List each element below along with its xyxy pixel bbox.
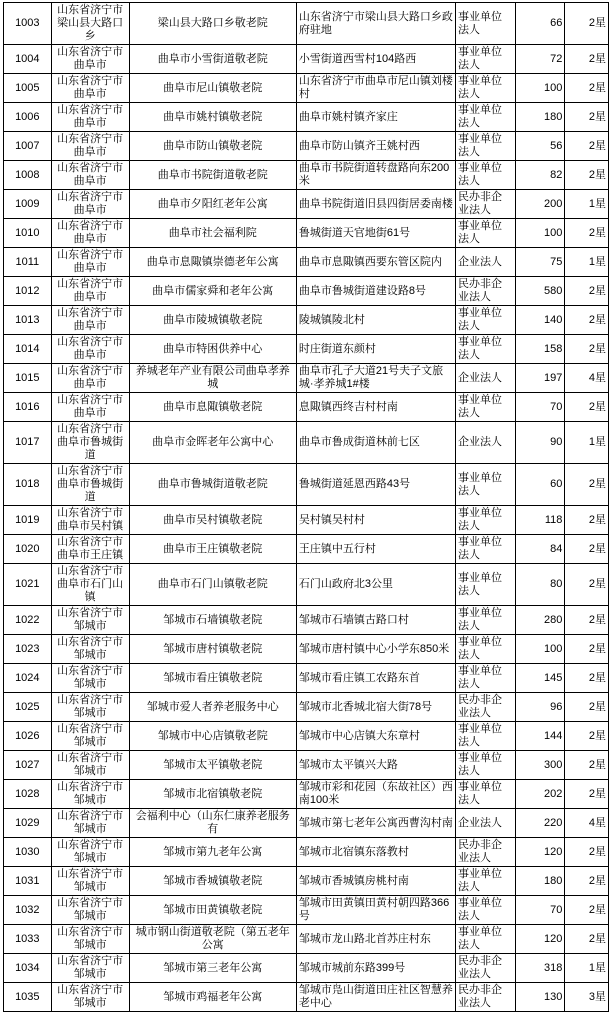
cell-beds: 70 (515, 896, 565, 925)
cell-region: 山东省济宁市梁山县大路口乡 (51, 3, 129, 45)
cell-star: 1星 (565, 190, 609, 219)
cell-beds: 300 (515, 751, 565, 780)
cell-beds: 82 (515, 161, 565, 190)
cell-beds: 118 (515, 506, 565, 535)
cell-type: 民办非企业法人 (455, 190, 515, 219)
cell-type: 企业法人 (455, 809, 515, 838)
cell-star: 2星 (565, 103, 609, 132)
cell-region: 山东省济宁市曲阜市 (51, 393, 129, 422)
cell-address: 陵城镇陵北村 (296, 306, 455, 335)
cell-region: 山东省济宁市邹城市 (51, 751, 129, 780)
table-row[interactable] (4, 506, 609, 535)
cell-type: 事业单位法人 (455, 722, 515, 751)
cell-star: 1星 (565, 954, 609, 983)
cell-address: 邹城市彩和花园（东故社区）西南100米 (296, 780, 455, 809)
cell-type: 事业单位法人 (455, 535, 515, 564)
cell-region: 山东省济宁市邹城市 (51, 838, 129, 867)
cell-id: 1005 (4, 74, 52, 103)
cell-beds: 84 (515, 535, 565, 564)
table-row[interactable] (4, 161, 609, 190)
table-row[interactable] (4, 335, 609, 364)
cell-id: 1003 (4, 3, 52, 45)
table-row[interactable] (4, 74, 609, 103)
cell-name: 曲阜市尼山镇敬老院 (129, 74, 296, 103)
cell-id: 1021 (4, 564, 52, 606)
cell-beds: 56 (515, 132, 565, 161)
cell-name: 曲阜市特困供养中心 (129, 335, 296, 364)
cell-type: 民办非企业法人 (455, 277, 515, 306)
cell-id: 1034 (4, 954, 52, 983)
cell-region: 山东省济宁市邹城市 (51, 664, 129, 693)
cell-beds: 280 (515, 606, 565, 635)
cell-address: 邹城市第七老年公寓西曹沟村南 (296, 809, 455, 838)
cell-star: 2星 (565, 277, 609, 306)
cell-type: 事业单位法人 (455, 564, 515, 606)
institution-table (3, 2, 609, 1012)
cell-beds: 220 (515, 809, 565, 838)
table-row[interactable] (4, 722, 609, 751)
table-row[interactable] (4, 925, 609, 954)
cell-name: 会福利中心（山东仁康养老服务有 (129, 809, 296, 838)
cell-address: 邹城市北香城北宿大街78号 (296, 693, 455, 722)
cell-star: 2星 (565, 867, 609, 896)
cell-beds: 158 (515, 335, 565, 364)
cell-star: 2星 (565, 838, 609, 867)
cell-star: 2星 (565, 219, 609, 248)
cell-type: 事业单位法人 (455, 74, 515, 103)
cell-type: 事业单位法人 (455, 132, 515, 161)
cell-region: 山东省济宁市邹城市 (51, 780, 129, 809)
cell-name: 曲阜市社会福利院 (129, 219, 296, 248)
cell-beds: 90 (515, 422, 565, 464)
cell-region: 山东省济宁市邹城市 (51, 809, 129, 838)
cell-region: 山东省济宁市曲阜市 (51, 248, 129, 277)
cell-region: 山东省济宁市曲阜市 (51, 219, 129, 248)
table-row[interactable] (4, 277, 609, 306)
cell-address: 邹城市中心店镇大东章村 (296, 722, 455, 751)
cell-id: 1012 (4, 277, 52, 306)
cell-region: 山东省济宁市邹城市 (51, 635, 129, 664)
cell-address: 邹城市香城镇房桃村南 (296, 867, 455, 896)
cell-beds: 140 (515, 306, 565, 335)
cell-name: 邹城市唐村镇敬老院 (129, 635, 296, 664)
cell-beds: 100 (515, 74, 565, 103)
cell-name: 邹城市太平镇敬老院 (129, 751, 296, 780)
cell-id: 1033 (4, 925, 52, 954)
cell-name: 梁山县大路口乡敬老院 (129, 3, 296, 45)
table-row[interactable] (4, 45, 609, 74)
cell-region: 山东省济宁市曲阜市王庄镇 (51, 535, 129, 564)
cell-region: 山东省济宁市曲阜市 (51, 277, 129, 306)
cell-id: 1006 (4, 103, 52, 132)
cell-name: 曲阜市鲁城街道敬老院 (129, 464, 296, 506)
cell-address: 邹城市北宿镇东落教村 (296, 838, 455, 867)
cell-id: 1023 (4, 635, 52, 664)
cell-id: 1009 (4, 190, 52, 219)
cell-id: 1016 (4, 393, 52, 422)
cell-id: 1004 (4, 45, 52, 74)
cell-type: 事业单位法人 (455, 506, 515, 535)
cell-beds: 80 (515, 564, 565, 606)
cell-type: 事业单位法人 (455, 219, 515, 248)
table-row[interactable] (4, 422, 609, 464)
cell-address: 山东省济宁市曲阜市尼山镇刘楼村 (296, 74, 455, 103)
cell-star: 4星 (565, 364, 609, 393)
cell-type: 事业单位法人 (455, 896, 515, 925)
cell-name: 养城老年产业有限公司曲阜孝养城 (129, 364, 296, 393)
cell-beds: 144 (515, 722, 565, 751)
cell-beds: 120 (515, 925, 565, 954)
cell-region: 山东省济宁市曲阜市 (51, 161, 129, 190)
table-row[interactable] (4, 464, 609, 506)
table-row[interactable] (4, 606, 609, 635)
cell-region: 山东省济宁市邹城市 (51, 896, 129, 925)
cell-star: 2星 (565, 506, 609, 535)
cell-id: 1029 (4, 809, 52, 838)
cell-star: 2星 (565, 925, 609, 954)
cell-address: 曲阜市姚村镇齐家庄 (296, 103, 455, 132)
cell-beds: 100 (515, 635, 565, 664)
cell-id: 1019 (4, 506, 52, 535)
cell-star: 2星 (565, 664, 609, 693)
cell-id: 1008 (4, 161, 52, 190)
cell-id: 1018 (4, 464, 52, 506)
cell-id: 1020 (4, 535, 52, 564)
cell-id: 1026 (4, 722, 52, 751)
cell-type: 事业单位法人 (455, 867, 515, 896)
cell-beds: 197 (515, 364, 565, 393)
table-row[interactable] (4, 780, 609, 809)
cell-type: 民办非企业法人 (455, 693, 515, 722)
cell-address: 山东省济宁市梁山县大路口乡政府驻地 (296, 3, 455, 45)
cell-address: 曲阜书院街道旧县四街居委南楼 (296, 190, 455, 219)
cell-name: 曲阜市金晖老年公寓中心 (129, 422, 296, 464)
cell-id: 1027 (4, 751, 52, 780)
table-row[interactable] (4, 393, 609, 422)
cell-type: 事业单位法人 (455, 45, 515, 74)
cell-beds: 72 (515, 45, 565, 74)
cell-name: 城市钢山街道敬老院（第五老年公寓 (129, 925, 296, 954)
cell-id: 1035 (4, 983, 52, 1012)
cell-type: 事业单位法人 (455, 751, 515, 780)
table-row[interactable] (4, 954, 609, 983)
cell-star: 2星 (565, 74, 609, 103)
cell-name: 曲阜市陵城镇敬老院 (129, 306, 296, 335)
cell-name: 邹城市香城镇敬老院 (129, 867, 296, 896)
cell-address: 吴村镇吴村村 (296, 506, 455, 535)
cell-address: 息陬镇西终吉村村南 (296, 393, 455, 422)
cell-address: 邹城市田黄镇田黄村朝四路366号 (296, 896, 455, 925)
cell-region: 山东省济宁市邹城市 (51, 954, 129, 983)
cell-region: 山东省济宁市曲阜市 (51, 306, 129, 335)
cell-region: 山东省济宁市邹城市 (51, 606, 129, 635)
cell-name: 曲阜市石门山镇敬老院 (129, 564, 296, 606)
cell-address: 邹城市唐村镇中心小学东850米 (296, 635, 455, 664)
cell-type: 事业单位法人 (455, 635, 515, 664)
cell-region: 山东省济宁市邹城市 (51, 693, 129, 722)
cell-name: 曲阜市息陬镇崇德老年公寓 (129, 248, 296, 277)
cell-name: 邹城市第三老年公寓 (129, 954, 296, 983)
cell-address: 邹城市太平镇兴大路 (296, 751, 455, 780)
cell-name: 邹城市中心店镇敬老院 (129, 722, 296, 751)
cell-name: 曲阜市防山镇敬老院 (129, 132, 296, 161)
cell-type: 事业单位法人 (455, 161, 515, 190)
cell-star: 2星 (565, 896, 609, 925)
cell-star: 2星 (565, 3, 609, 45)
table-row[interactable] (4, 809, 609, 838)
cell-region: 山东省济宁市曲阜市吴村镇 (51, 506, 129, 535)
cell-name: 曲阜市姚村镇敬老院 (129, 103, 296, 132)
cell-beds: 318 (515, 954, 565, 983)
cell-address: 王庄镇中五行村 (296, 535, 455, 564)
table-row[interactable] (4, 535, 609, 564)
cell-address: 曲阜市书院街道转盘路向东200米 (296, 161, 455, 190)
cell-name: 邹城市看庄镇敬老院 (129, 664, 296, 693)
cell-address: 邹城市龙山路北首苏庄村东 (296, 925, 455, 954)
cell-id: 1025 (4, 693, 52, 722)
cell-star: 2星 (565, 535, 609, 564)
cell-star: 2星 (565, 751, 609, 780)
cell-star: 1星 (565, 248, 609, 277)
table-row[interactable] (4, 103, 609, 132)
cell-region: 山东省济宁市曲阜市 (51, 364, 129, 393)
cell-type: 民办非企业法人 (455, 838, 515, 867)
table-row[interactable] (4, 693, 609, 722)
cell-address: 鲁城街道天官地街61号 (296, 219, 455, 248)
cell-name: 曲阜市书院街道敬老院 (129, 161, 296, 190)
cell-region: 山东省济宁市曲阜市 (51, 190, 129, 219)
cell-type: 企业法人 (455, 248, 515, 277)
cell-star: 2星 (565, 722, 609, 751)
cell-beds: 66 (515, 3, 565, 45)
cell-star: 2星 (565, 393, 609, 422)
cell-star: 2星 (565, 606, 609, 635)
table-row[interactable] (4, 664, 609, 693)
cell-beds: 580 (515, 277, 565, 306)
cell-region: 山东省济宁市曲阜市鲁城街道 (51, 464, 129, 506)
cell-star: 2星 (565, 45, 609, 74)
cell-beds: 70 (515, 393, 565, 422)
table-row[interactable] (4, 219, 609, 248)
cell-name: 曲阜市吴村镇敬老院 (129, 506, 296, 535)
cell-name: 邹城市第九老年公寓 (129, 838, 296, 867)
cell-beds: 75 (515, 248, 565, 277)
table-row[interactable] (4, 364, 609, 393)
cell-name: 邹城市北宿镇敬老院 (129, 780, 296, 809)
cell-id: 1011 (4, 248, 52, 277)
cell-region: 山东省济宁市曲阜市 (51, 103, 129, 132)
cell-address: 曲阜市息陬镇西要东管区院内 (296, 248, 455, 277)
cell-type: 事业单位法人 (455, 393, 515, 422)
cell-type: 事业单位法人 (455, 103, 515, 132)
cell-address: 曲阜市孔子大道21号夫子文旅城·孝养城1#楼 (296, 364, 455, 393)
cell-type: 民办非企业法人 (455, 954, 515, 983)
cell-name: 曲阜市王庄镇敬老院 (129, 535, 296, 564)
cell-star: 2星 (565, 464, 609, 506)
cell-type: 事业单位法人 (455, 925, 515, 954)
table-row[interactable] (4, 190, 609, 219)
cell-type: 事业单位法人 (455, 606, 515, 635)
cell-type: 企业法人 (455, 422, 515, 464)
cell-region: 山东省济宁市曲阜市鲁城街道 (51, 422, 129, 464)
cell-beds: 100 (515, 219, 565, 248)
cell-star: 3星 (565, 983, 609, 1012)
cell-name: 邹城市石墙镇敬老院 (129, 606, 296, 635)
cell-id: 1015 (4, 364, 52, 393)
cell-type: 事业单位法人 (455, 3, 515, 45)
cell-region: 山东省济宁市曲阜市 (51, 132, 129, 161)
cell-star: 2星 (565, 161, 609, 190)
cell-address: 石门山政府北3公里 (296, 564, 455, 606)
cell-id: 1007 (4, 132, 52, 161)
cell-region: 山东省济宁市曲阜市石门山镇 (51, 564, 129, 606)
cell-star: 2星 (565, 693, 609, 722)
cell-type: 事业单位法人 (455, 464, 515, 506)
cell-id: 1013 (4, 306, 52, 335)
cell-region: 山东省济宁市邹城市 (51, 722, 129, 751)
cell-region: 山东省济宁市邹城市 (51, 983, 129, 1012)
cell-type: 事业单位法人 (455, 780, 515, 809)
table-row[interactable] (4, 838, 609, 867)
cell-address: 鲁城街道延恩西路43号 (296, 464, 455, 506)
table-row[interactable] (4, 248, 609, 277)
cell-beds: 60 (515, 464, 565, 506)
cell-star: 2星 (565, 132, 609, 161)
table-body (4, 3, 609, 1012)
table-row[interactable] (4, 635, 609, 664)
cell-beds: 200 (515, 190, 565, 219)
cell-star: 2星 (565, 306, 609, 335)
table-row[interactable] (4, 983, 609, 1012)
cell-beds: 130 (515, 983, 565, 1012)
cell-address: 曲阜市鲁成街道林前七区 (296, 422, 455, 464)
cell-name: 曲阜市小雪街道敬老院 (129, 45, 296, 74)
cell-id: 1017 (4, 422, 52, 464)
cell-address: 曲阜市防山镇齐王姚村西 (296, 132, 455, 161)
cell-region: 山东省济宁市邹城市 (51, 867, 129, 896)
table-row[interactable] (4, 867, 609, 896)
cell-id: 1030 (4, 838, 52, 867)
cell-region: 山东省济宁市曲阜市 (51, 45, 129, 74)
cell-beds: 96 (515, 693, 565, 722)
cell-name: 曲阜市夕阳红老年公寓 (129, 190, 296, 219)
table-row[interactable] (4, 564, 609, 606)
cell-star: 2星 (565, 564, 609, 606)
cell-name: 邹城市爱人者养老服务中心 (129, 693, 296, 722)
cell-address: 小雪街道西雪村104路西 (296, 45, 455, 74)
cell-beds: 180 (515, 867, 565, 896)
cell-region: 山东省济宁市曲阜市 (51, 74, 129, 103)
cell-id: 1022 (4, 606, 52, 635)
cell-beds: 180 (515, 103, 565, 132)
cell-address: 邹城市看庄镇工农路东首 (296, 664, 455, 693)
cell-beds: 120 (515, 838, 565, 867)
table-row[interactable] (4, 132, 609, 161)
cell-star: 2星 (565, 335, 609, 364)
cell-type: 事业单位法人 (455, 335, 515, 364)
cell-star: 2星 (565, 635, 609, 664)
table-row[interactable] (4, 306, 609, 335)
cell-id: 1031 (4, 867, 52, 896)
cell-name: 邹城市田黄镇敬老院 (129, 896, 296, 925)
cell-type: 企业法人 (455, 364, 515, 393)
cell-id: 1024 (4, 664, 52, 693)
cell-id: 1014 (4, 335, 52, 364)
cell-type: 事业单位法人 (455, 306, 515, 335)
cell-name: 邹城市鸡福老年公寓 (129, 983, 296, 1012)
cell-region: 山东省济宁市曲阜市 (51, 335, 129, 364)
table-row[interactable] (4, 896, 609, 925)
cell-name: 曲阜市息陬镇敬老院 (129, 393, 296, 422)
cell-beds: 145 (515, 664, 565, 693)
cell-star: 1星 (565, 422, 609, 464)
table-row[interactable] (4, 3, 609, 45)
cell-address: 时庄街道东颜村 (296, 335, 455, 364)
cell-star: 2星 (565, 780, 609, 809)
cell-beds: 202 (515, 780, 565, 809)
cell-address: 邹城市石墙镇古路口村 (296, 606, 455, 635)
cell-id: 1010 (4, 219, 52, 248)
cell-type: 民办非企业法人 (455, 983, 515, 1012)
cell-name: 曲阜市儒家舜和老年公寓 (129, 277, 296, 306)
table-row[interactable] (4, 751, 609, 780)
cell-type: 事业单位法人 (455, 664, 515, 693)
cell-address: 邹城市凫山街道田庄社区智慧养老中心 (296, 983, 455, 1012)
cell-id: 1028 (4, 780, 52, 809)
cell-address: 邹城市城前东路399号 (296, 954, 455, 983)
cell-star: 4星 (565, 809, 609, 838)
cell-id: 1032 (4, 896, 52, 925)
cell-address: 曲阜市鲁城街道建设路8号 (296, 277, 455, 306)
cell-region: 山东省济宁市邹城市 (51, 925, 129, 954)
